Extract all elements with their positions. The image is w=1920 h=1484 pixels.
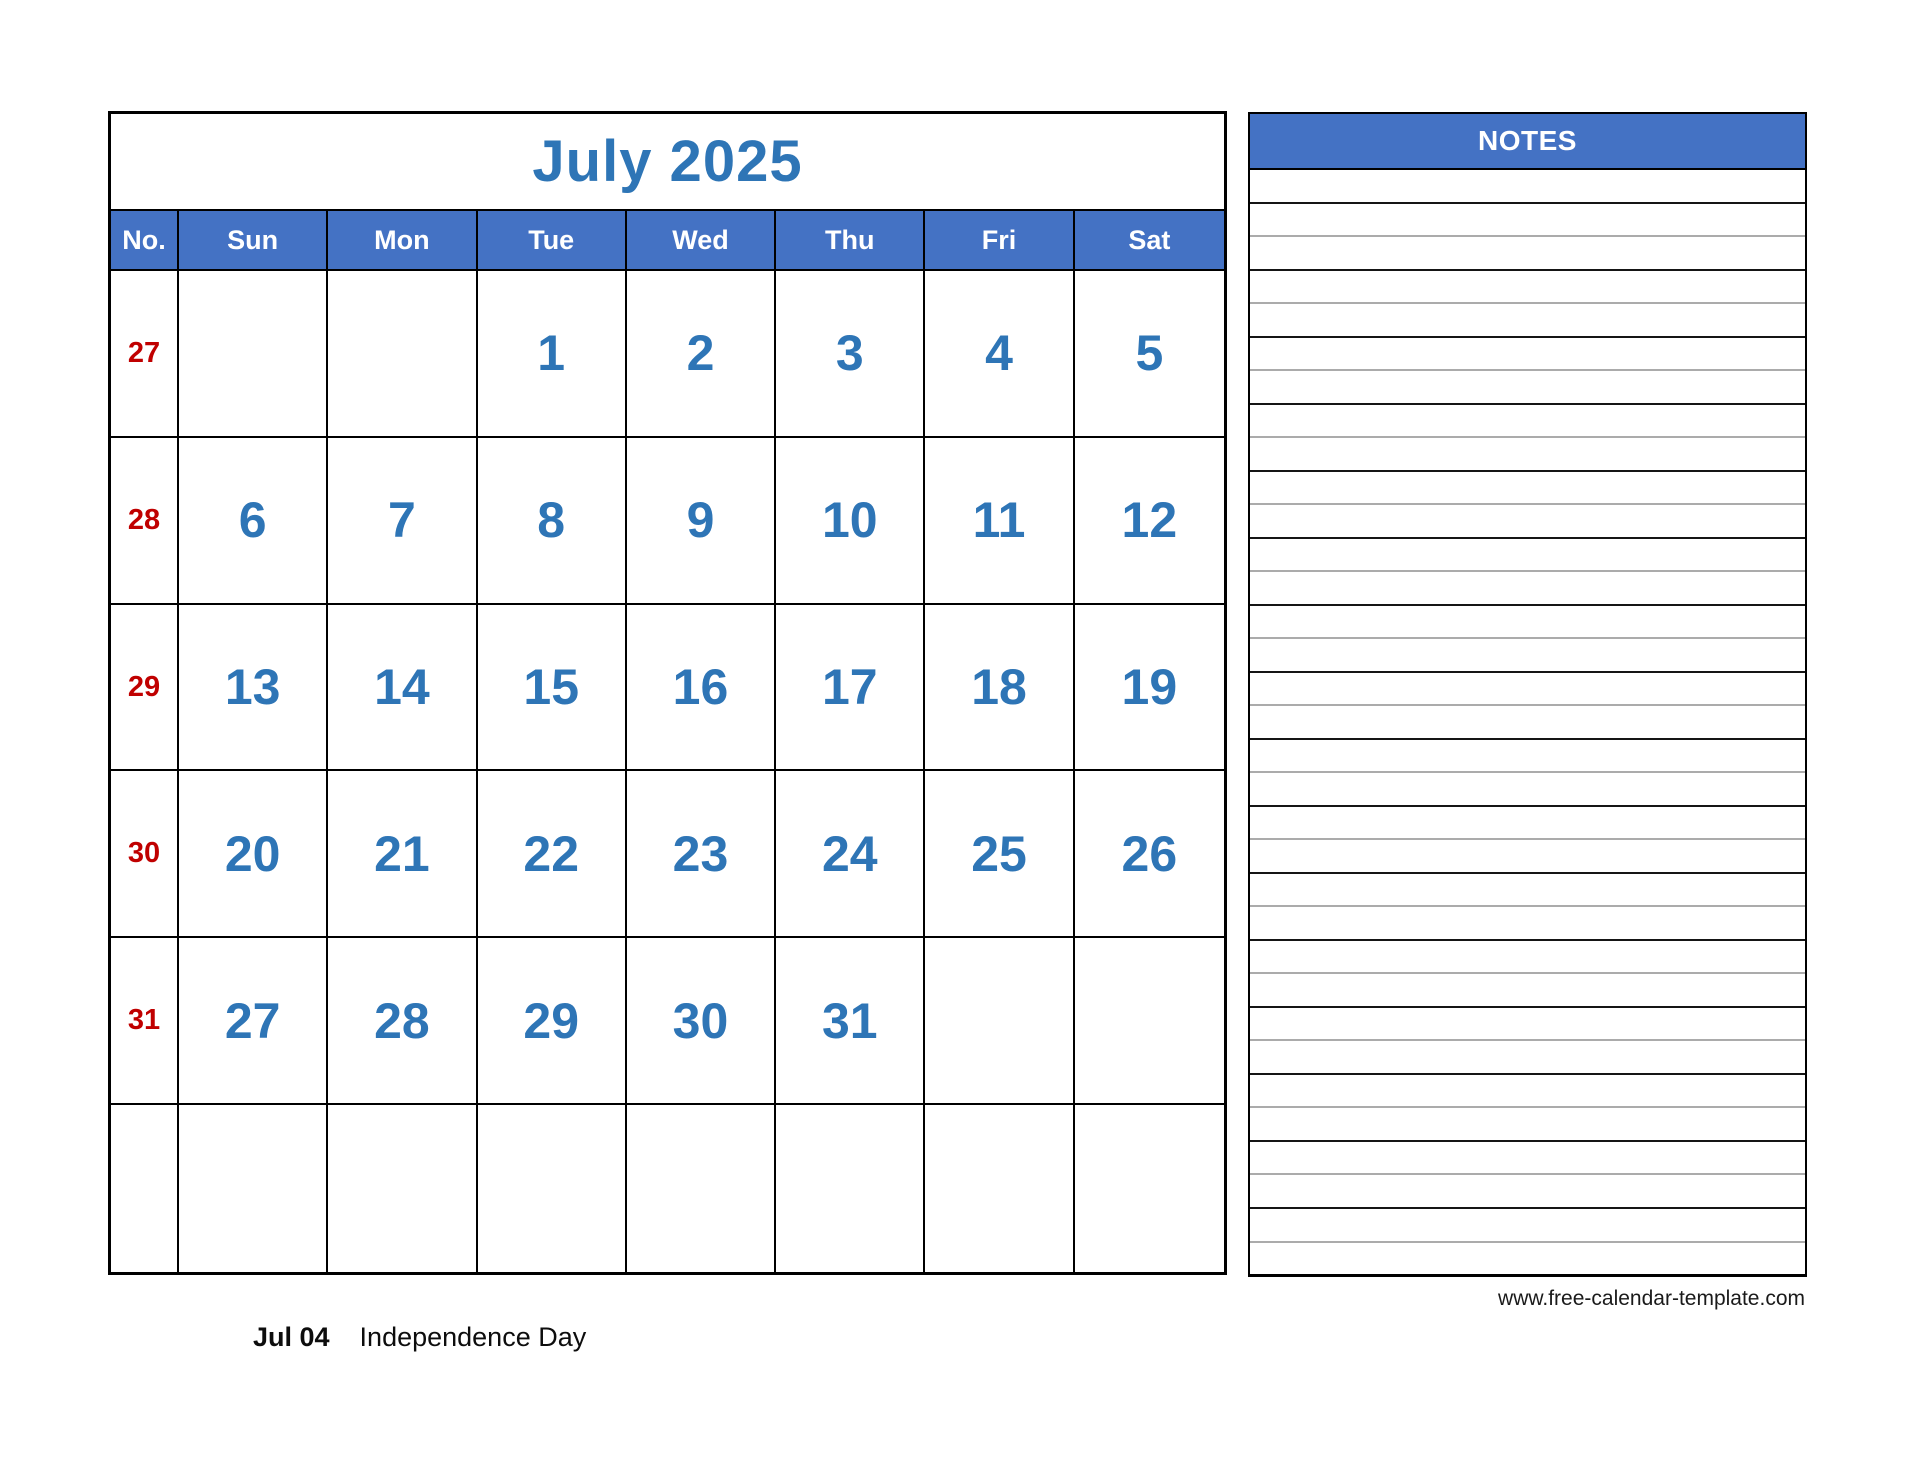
- date-cell: 17: [776, 605, 925, 772]
- holiday-date: Jul 04: [253, 1322, 330, 1352]
- note-line: [1250, 1108, 1805, 1142]
- empty-date-cell: [328, 1105, 477, 1272]
- week-number-cell: 29: [111, 605, 179, 772]
- note-line: [1250, 1142, 1805, 1176]
- note-line: [1250, 237, 1805, 271]
- week-number-cell: 27: [111, 271, 179, 438]
- date-cell: 12: [1075, 438, 1224, 605]
- note-line: [1250, 1209, 1805, 1243]
- date-cell: 3: [776, 271, 925, 438]
- day-header-cell: Tue: [478, 211, 627, 271]
- note-line: [1250, 472, 1805, 506]
- empty-date-cell: [627, 1105, 776, 1272]
- calendar-panel: [108, 111, 1227, 1275]
- date-cell: 2: [627, 271, 776, 438]
- date-cell: 13: [179, 605, 328, 772]
- date-cell: 28: [328, 938, 477, 1105]
- note-line: [1250, 1075, 1805, 1109]
- note-line: [1250, 304, 1805, 338]
- notes-title: NOTES: [1248, 112, 1807, 170]
- date-cell: 27: [179, 938, 328, 1105]
- website-watermark: www.free-calendar-template.com: [1498, 1287, 1805, 1310]
- note-line: [1250, 606, 1805, 640]
- empty-date-cell: [776, 1105, 925, 1272]
- note-line: [1250, 773, 1805, 807]
- note-line: [1250, 974, 1805, 1008]
- note-line: [1250, 438, 1805, 472]
- week-number-cell: 28: [111, 438, 179, 605]
- empty-date-cell: [1075, 1105, 1224, 1272]
- notes-ruled-area: [1248, 170, 1807, 1277]
- date-cell: 19: [1075, 605, 1224, 772]
- day-header-cell: Sun: [179, 211, 328, 271]
- week-number-header-cell: No.: [111, 211, 179, 271]
- date-cell: 31: [776, 938, 925, 1105]
- day-header-cell: Sat: [1075, 211, 1224, 271]
- week-number-cell: [111, 1105, 179, 1272]
- date-cell: 5: [1075, 271, 1224, 438]
- note-line: [1250, 170, 1805, 204]
- date-cell: 15: [478, 605, 627, 772]
- day-header-cell: Fri: [925, 211, 1074, 271]
- note-line: [1250, 639, 1805, 673]
- date-cell: 6: [179, 438, 328, 605]
- note-line: [1250, 539, 1805, 573]
- date-cell: 10: [776, 438, 925, 605]
- note-line: [1250, 505, 1805, 539]
- note-line: [1250, 1008, 1805, 1042]
- note-line: [1250, 706, 1805, 740]
- date-cell: 24: [776, 771, 925, 938]
- date-cell: 22: [478, 771, 627, 938]
- empty-date-cell: [1075, 938, 1224, 1105]
- empty-date-cell: [179, 271, 328, 438]
- date-cell: 21: [328, 771, 477, 938]
- day-header-cell: Wed: [627, 211, 776, 271]
- note-line: [1250, 840, 1805, 874]
- holiday-row: [253, 1322, 586, 1353]
- date-cell: 11: [925, 438, 1074, 605]
- date-cell: 23: [627, 771, 776, 938]
- date-cell: 20: [179, 771, 328, 938]
- date-cell: 4: [925, 271, 1074, 438]
- date-cell: 18: [925, 605, 1074, 772]
- date-cell: 29: [478, 938, 627, 1105]
- note-line: [1250, 338, 1805, 372]
- date-cell: 8: [478, 438, 627, 605]
- week-number-cell: 31: [111, 938, 179, 1105]
- note-line: [1250, 271, 1805, 305]
- date-cell: 7: [328, 438, 477, 605]
- date-cell: 26: [1075, 771, 1224, 938]
- week-number-cell: 30: [111, 771, 179, 938]
- note-line: [1250, 405, 1805, 439]
- empty-date-cell: [179, 1105, 328, 1272]
- note-line: [1250, 941, 1805, 975]
- calendar-grid: [111, 211, 1224, 1272]
- empty-date-cell: [328, 271, 477, 438]
- empty-date-cell: [925, 1105, 1074, 1272]
- note-line: [1250, 673, 1805, 707]
- day-header-cell: Thu: [776, 211, 925, 271]
- note-line: [1250, 204, 1805, 238]
- note-line: [1250, 807, 1805, 841]
- calendar-month-title: July 2025: [111, 114, 1224, 211]
- note-line: [1250, 572, 1805, 606]
- empty-date-cell: [478, 1105, 627, 1272]
- date-cell: 25: [925, 771, 1074, 938]
- note-line: [1250, 740, 1805, 774]
- note-line: [1250, 907, 1805, 941]
- holiday-name: Independence Day: [359, 1322, 587, 1352]
- notes-panel: [1248, 112, 1807, 1277]
- note-line: [1250, 874, 1805, 908]
- date-cell: 14: [328, 605, 477, 772]
- empty-date-cell: [925, 938, 1074, 1105]
- date-cell: 30: [627, 938, 776, 1105]
- date-cell: 9: [627, 438, 776, 605]
- day-header-cell: Mon: [328, 211, 477, 271]
- note-line: [1250, 1041, 1805, 1075]
- date-cell: 16: [627, 605, 776, 772]
- note-line: [1250, 1175, 1805, 1209]
- note-line: [1250, 371, 1805, 405]
- note-line: [1250, 1243, 1805, 1275]
- date-cell: 1: [478, 271, 627, 438]
